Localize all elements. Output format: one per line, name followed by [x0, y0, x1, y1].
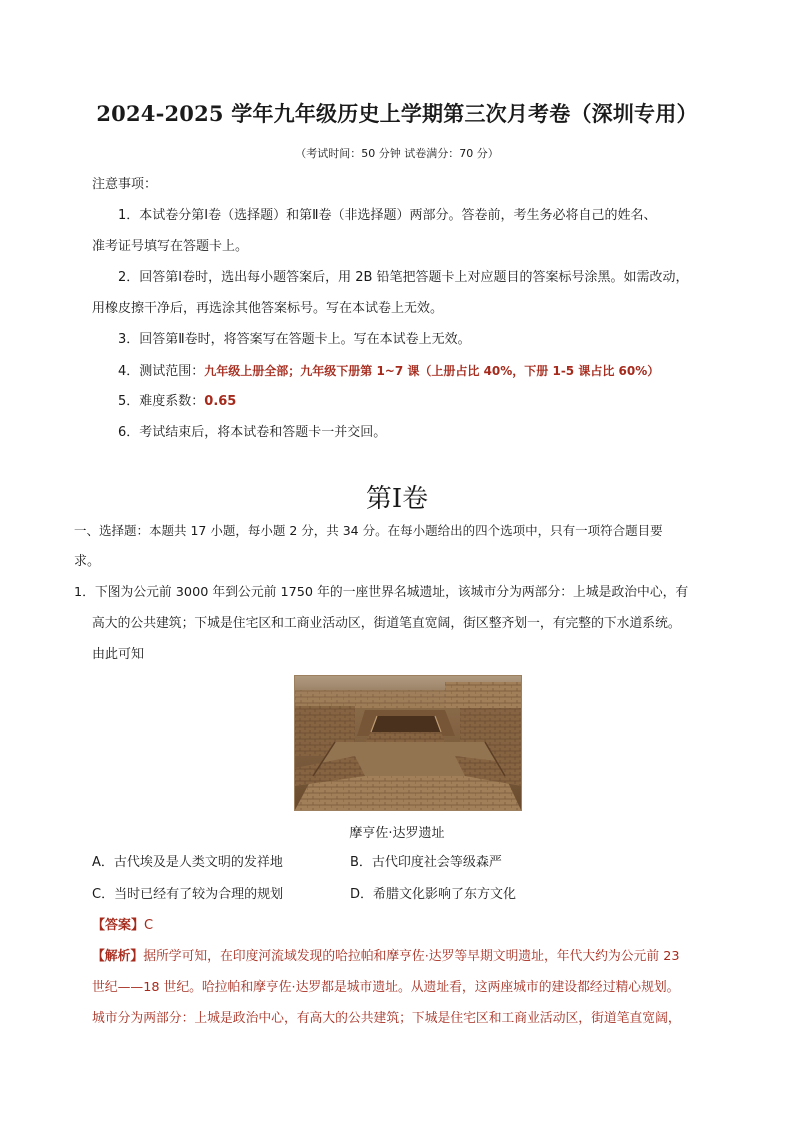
- note-5-prefix: 5．难度系数：: [118, 394, 205, 409]
- note-1-line-1: 1．本试卷分第Ⅰ卷（选择题）和第Ⅱ卷（非选择题）两部分。答卷前，考生务必将自己的姓名、: [118, 208, 657, 223]
- answer-value: C: [144, 918, 154, 933]
- exam-subtitle: （考试时间：50 分钟 试卷满分：70 分）: [295, 147, 499, 160]
- note-2-line-1: 2．回答第Ⅰ卷时，选出每小题答案后，用 2B 铅笔把答题卡上对应题目的答案标号涂黑。如需改动，: [118, 270, 689, 285]
- analysis-text-1: 据所学可知，在印度河流域发现的哈拉帕和摩亨佐·达罗等早期文明遗址，年代大约为公元前 23: [143, 949, 680, 964]
- option-a: A．古代埃及是人类文明的发祥地: [92, 855, 283, 870]
- note-4-prefix: 4．测试范围：: [118, 364, 205, 379]
- analysis-line-3: 城市分为两部分：上城是政治中心，有高大的公共建筑；下城是住宅区和工商业活动区，街道笔直宽阔，: [92, 1011, 681, 1026]
- question-1-stem-line-2: 高大的公共建筑；下城是住宅区和工商业活动区，街道笔直宽阔，街区整齐划一，有完整的下水道系统。: [92, 616, 681, 631]
- option-b: B．古代印度社会等级森严: [350, 855, 502, 870]
- section-title: 第Ⅰ卷: [365, 484, 429, 514]
- question-1-stem-line-1: 1．下图为公元前 3000 年到公元前 1750 年的一座世界名城遗址，该城市分为两部分：上城是政治中心，有: [74, 585, 689, 600]
- option-d: D．希腊文化影响了东方文化: [350, 887, 517, 902]
- note-5: [118, 393, 236, 411]
- note-4: [118, 362, 659, 381]
- note-1-line-2: 准考证号填写在答题卡上。: [92, 239, 249, 254]
- section-intro-line-1: 一、选择题：本题共 17 小题，每小题 2 分，共 34 分。在每小题给出的四个选项中，只有一项符合题目要: [74, 523, 663, 538]
- question-1-stem-line-3: 由此可知: [92, 647, 145, 662]
- answer: [92, 917, 153, 935]
- test-range-highlight: 九年级上册全部；九年级下册第 1~7 课（上册占比 40%，下册 1-5 课占比 60%）: [204, 364, 660, 378]
- analysis-line-2: 世纪——18 世纪。哈拉帕和摩亨佐·达罗都是城市遗址。从遗址看，这两座城市的建设都经过精心规划。: [92, 980, 680, 995]
- analysis-label: 【解析】: [92, 949, 144, 964]
- section-intro-line-2: 求。: [74, 554, 101, 569]
- answer-label: 【答案】: [92, 918, 145, 933]
- note-3: 3．回答第Ⅱ卷时，将答案写在答题卡上。写在本试卷上无效。: [118, 332, 471, 347]
- note-2-line-2: 用橡皮擦干净后，再选涂其他答案标号。写在本试卷上无效。: [92, 301, 444, 316]
- mohenjo-daro-ruins-photo: [294, 675, 522, 811]
- analysis-line-1: [92, 948, 679, 966]
- option-c: C．当时已经有了较为合理的规划: [92, 887, 284, 902]
- notes-heading: 注意事项：: [92, 177, 158, 192]
- photo-caption: 摩亨佐·达罗遗址: [349, 826, 445, 841]
- difficulty-value: 0.65: [204, 394, 237, 409]
- exam-title: 2024-2025 学年九年级历史上学期第三次月考卷（深圳专用）: [96, 101, 698, 126]
- note-6: 6．考试结束后，将本试卷和答题卡一并交回。: [118, 425, 387, 440]
